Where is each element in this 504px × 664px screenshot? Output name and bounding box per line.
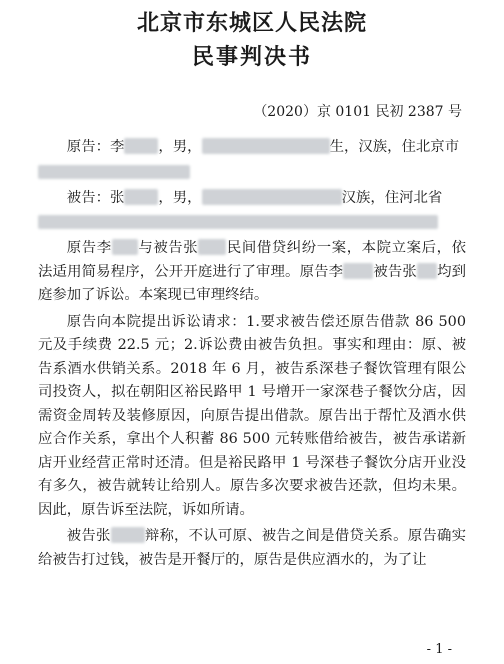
intro-text-3: 民间借贷纠纷一案，本院立案后，依法适用简易程序，公开开庭进行了审理。原告李 xyxy=(38,240,466,280)
redacted-plaintiff-name xyxy=(343,263,373,279)
redacted-defendant-name xyxy=(198,239,226,255)
intro-text-5: 均到庭参加了诉讼。本案现已审理终结。 xyxy=(38,263,466,303)
defendant-gender: ，男， xyxy=(158,189,202,206)
redacted-plaintiff-name xyxy=(112,239,138,255)
intro-text-4: 被告张 xyxy=(373,263,417,280)
case-intro-paragraph xyxy=(38,237,466,308)
document-type-title: 民事判决书 xyxy=(191,44,312,70)
defense-text-1: 被告张 xyxy=(66,528,111,544)
defendant-paragraph xyxy=(38,187,466,230)
plaintiff-details: 生，汉族，住北京市 xyxy=(329,139,460,155)
redacted-defendant-name xyxy=(124,189,158,205)
redacted-defendant-name xyxy=(417,263,437,279)
plaintiff-gender: ，男， xyxy=(158,139,202,155)
redacted-defendant-name xyxy=(111,527,145,543)
redacted-plaintiff-name xyxy=(124,138,158,154)
plaintiff-label: 原告：李 xyxy=(66,139,125,155)
intro-text-2: 与被告张 xyxy=(137,240,199,256)
defendant-label: 被告：张 xyxy=(66,189,125,206)
intro-text-1: 原告李 xyxy=(66,240,112,256)
defense-paragraph xyxy=(38,525,466,572)
defendant-details: 汉族，住河北省 xyxy=(341,189,443,206)
plaintiff-paragraph xyxy=(38,136,466,179)
redacted-plaintiff-birthdate xyxy=(202,138,330,154)
redacted-defendant-birthdate xyxy=(202,189,342,205)
page-number: - 1 - xyxy=(426,642,452,657)
redacted-plaintiff-address xyxy=(38,165,190,179)
court-name: 北京市东城区人民法院 xyxy=(136,10,367,36)
defense-text-2: 辩称，不认可原、被告之间是借贷关系。原告确实给被告打过钱，被告是开餐厅的，原告是供应酒水的，为了让 xyxy=(38,528,466,568)
case-number: （2020）京 0101 民初 2387 号 xyxy=(253,104,462,120)
redacted-defendant-address xyxy=(38,215,438,229)
claims-paragraph: 原告向本院提出诉讼请求：1.要求被告偿还原告借款 86 500 元及手续费 22.5 元；2.诉讼费由被告负担。事实和理由：原、被告系酒水供销关系。2018 年 6 月，被告系深巷子餐饮管理有限公司投资人，拟在朝阳区裕民路甲 1 号增开一家深巷子餐饮分店，因需资金周转及装修原因，向原告提出借款。原告出于帮忙及酒水供应合作关系，拿出个人积蓄 86 500 元转账借给被告，被告承诺新店开业经营正常时还清。但是裕民路甲 1 号深巷子餐饮分店开业没有多久，被告就转让给别人。原告多次要求被告还款，但均未果。因此，原告诉至法院，诉如所请。 xyxy=(38,313,466,518)
